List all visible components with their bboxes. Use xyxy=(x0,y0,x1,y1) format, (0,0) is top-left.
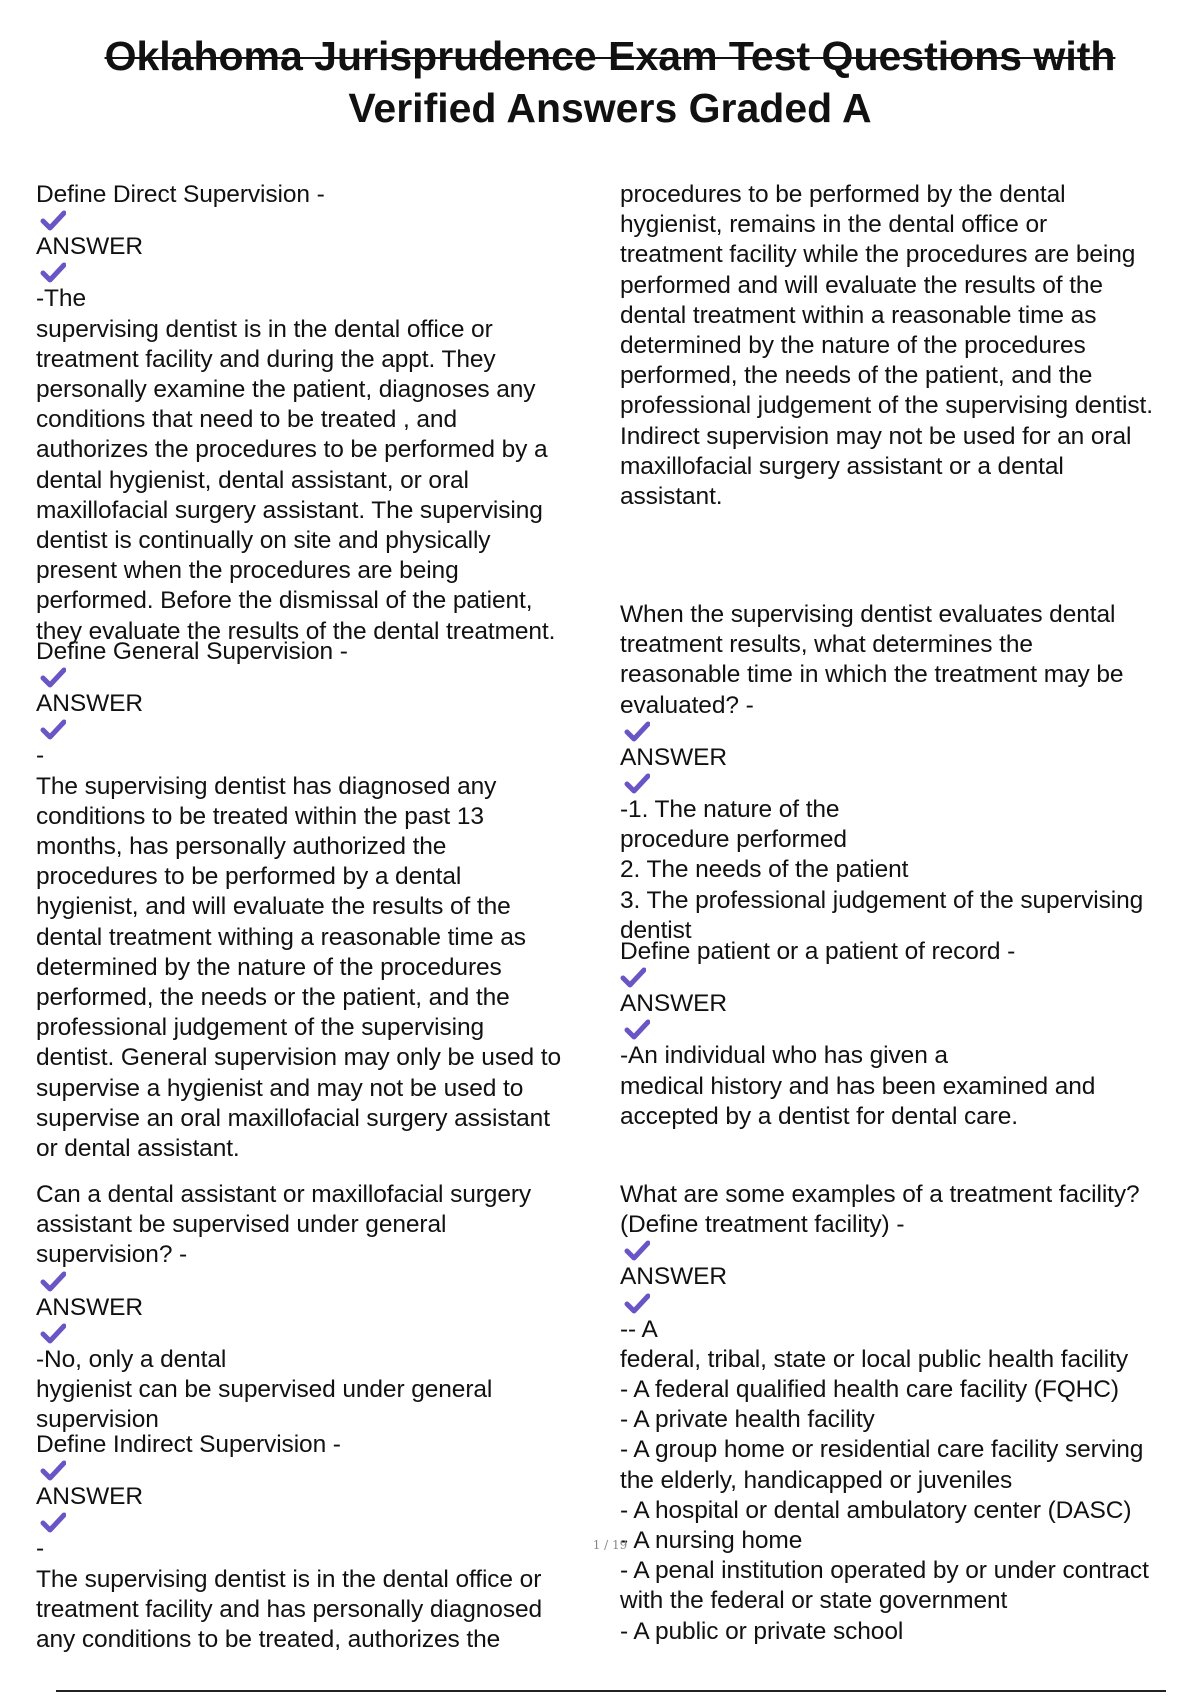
answer-line: maxillofacial surgery assistant. The supervising xyxy=(36,496,543,524)
title-line-2: Verified Answers Graded A xyxy=(348,85,872,131)
qa-direct-supervision xyxy=(36,180,626,647)
answer-line: hygienist can be supervised under general xyxy=(36,1376,493,1404)
answer-line: ANSWER -An individual who has given a xyxy=(620,967,1200,1071)
qa-patient-of-record xyxy=(620,937,1200,1132)
answer-label: ANSWER xyxy=(36,233,143,261)
answer-line: determined by the nature of the procedures xyxy=(36,953,502,981)
question-line: supervision? - ANSWER -No, only a dental xyxy=(36,1241,227,1373)
answer-line: months, has personally authorized the xyxy=(36,833,447,861)
answer-line: hygienist, and will evaluate the results of the xyxy=(36,893,511,921)
answer-line: dentist. General supervision may only be used to xyxy=(36,1044,561,1072)
checkmark-icon xyxy=(40,667,66,689)
checkmark-icon xyxy=(40,1512,66,1534)
answer-line: - A federal qualified health care facility (FQHC) xyxy=(620,1376,1119,1404)
question-line: When the supervising dentist evaluates dental xyxy=(620,601,1116,628)
answer-line: authorizes the procedures to be performed by a xyxy=(36,436,548,464)
answer-line: The supervising dentist is in the dental office or xyxy=(36,1565,542,1593)
answer-label: ANSWER xyxy=(36,690,143,718)
answer-line: performed. Before the dismissal of the patient, xyxy=(36,587,533,615)
qa-treatment-facility xyxy=(620,1180,1200,1647)
answer-line: supervise an oral maxillofacial surgery assistant xyxy=(36,1104,550,1132)
answer-line: - A private health facility xyxy=(620,1406,875,1434)
title-line-1: Oklahoma Jurisprudence Exam Test Questions with xyxy=(104,33,1116,79)
question-line: Can a dental assistant or maxillofacial surgery xyxy=(36,1181,532,1208)
answer-line: dentist is continually on site and physically xyxy=(36,527,491,555)
answer-line: - A penal institution operated by or under contract xyxy=(620,1557,1149,1585)
qa-reasonable-time xyxy=(620,600,1200,946)
qa-general-supervision xyxy=(36,637,626,1164)
question-line: treatment results, what determines the xyxy=(620,631,1033,659)
qa-general-supervision-assistant xyxy=(36,1180,626,1435)
answer-line: maxillofacial surgery assistant or a dental xyxy=(620,452,1064,480)
answer-line: supervision xyxy=(36,1406,159,1434)
answer-line: assistant. xyxy=(620,483,723,511)
answer-line: procedures to be performed by a dental xyxy=(36,863,462,891)
answer-label: ANSWER xyxy=(620,990,727,1018)
answer-line: - A hospital or dental ambulatory center (DASC) xyxy=(620,1496,1132,1524)
answer-label: ANSWER xyxy=(620,743,727,771)
question-line: reasonable time in which the treatment may be xyxy=(620,661,1124,689)
answer-line: or dental assistant. xyxy=(36,1135,240,1163)
checkmark-icon xyxy=(624,1019,650,1041)
answer-label: ANSWER xyxy=(36,1483,143,1511)
answer-line: treatment facility and during the appt. They xyxy=(36,345,496,373)
checkmark-icon xyxy=(40,262,66,284)
checkmark-icon xyxy=(40,1323,66,1345)
footer-divider xyxy=(56,1690,1166,1692)
question-line: assistant be supervised under general xyxy=(36,1211,447,1239)
answer-line: federal, tribal, state or local public health facility xyxy=(620,1345,1128,1373)
question-line: Define Indirect Supervision - ANSWER - xyxy=(36,1431,341,1563)
answer-line: 3. The professional judgement of the supervising xyxy=(620,886,1144,914)
answer-label: ANSWER xyxy=(620,1263,727,1291)
answer-line: - A nursing home xyxy=(620,1527,803,1555)
answer-line: dental treatment within a reasonable time as xyxy=(620,301,1097,329)
answer-line: conditions to be treated within the past 13 xyxy=(36,802,484,830)
question-line: Define patient or a patient of record - xyxy=(620,938,1016,965)
answer-line: treatment facility and has personally diagnosed xyxy=(36,1595,543,1623)
answer-line: dental treatment withing a reasonable time as xyxy=(36,923,526,951)
checkmark-icon xyxy=(620,967,646,989)
answer-line: hygienist, remains in the dental office or xyxy=(620,211,1048,239)
question-line: What are some examples of a treatment facility? xyxy=(620,1181,1140,1208)
answer-line: supervise a hygienist and may not be used to xyxy=(36,1074,524,1102)
answer-line: Indirect supervision may not be used for an oral xyxy=(620,422,1132,450)
answer-line: medical history and has been examined and xyxy=(620,1072,1096,1100)
answer-line: any conditions to be treated, authorizes the xyxy=(36,1626,501,1654)
answer-line: accepted by a dentist for dental care. xyxy=(620,1102,1018,1130)
answer-line: - A public or private school xyxy=(620,1617,904,1645)
answer-line: with the federal or state government xyxy=(620,1587,1008,1615)
answer-label: ANSWER xyxy=(36,1293,143,1321)
answer-line: supervising dentist is in the dental office or xyxy=(36,315,493,343)
answer-line: 2. The needs of the patient xyxy=(620,856,909,884)
answer-line: professional judgement of the supervising dentist. xyxy=(620,392,1153,420)
qa-indirect-supervision-continued xyxy=(620,180,1200,512)
question-line: (Define treatment facility) - ANSWER -- A xyxy=(620,1211,905,1343)
checkmark-icon xyxy=(40,1460,66,1482)
answer-line: performed and will evaluate the results of the xyxy=(620,271,1103,299)
question-line: evaluated? - ANSWER -1. The nature of the xyxy=(620,691,840,824)
answer-line: dental hygienist, dental assistant, or oral xyxy=(36,466,469,494)
checkmark-icon xyxy=(624,721,650,743)
checkmark-icon xyxy=(40,210,66,232)
answer-line: professional judgement of the supervising xyxy=(36,1014,485,1042)
answer-line: treatment facility while the procedures are being xyxy=(620,241,1136,269)
answer-line: performed, the needs or the patient, and the xyxy=(36,984,510,1012)
answer-line: procedure performed xyxy=(620,826,847,854)
checkmark-icon xyxy=(624,1240,650,1262)
document-title xyxy=(0,30,1200,134)
checkmark-icon xyxy=(40,719,66,741)
answer-line: The supervising dentist has diagnosed any xyxy=(36,772,497,800)
answer-line: the elderly, handicapped or juveniles xyxy=(620,1466,1013,1494)
answer-line: dentist xyxy=(620,916,692,944)
answer-line: procedures to be performed by the dental xyxy=(620,181,1066,208)
checkmark-icon xyxy=(624,773,650,795)
answer-line: present when the procedures are being xyxy=(36,557,459,585)
answer-line: performed, the needs of the patient, and the xyxy=(620,362,1093,390)
answer-line: determined by the nature of the procedures xyxy=(620,332,1086,360)
checkmark-icon xyxy=(624,1293,650,1315)
answer-line: personally examine the patient, diagnoses any xyxy=(36,376,536,404)
answer-line: conditions that need to be treated , and xyxy=(36,406,457,434)
question-line: Define General Supervision - ANSWER - xyxy=(36,638,348,770)
question-line: Define Direct Supervision - ANSWER -The xyxy=(36,181,325,313)
answer-line: they evaluate the results of the dental treatment. xyxy=(36,617,556,645)
answer-line: - A group home or residential care facility serving xyxy=(620,1436,1144,1464)
page-number: 1 / 19 xyxy=(592,1538,628,1552)
checkmark-icon xyxy=(40,1271,66,1293)
